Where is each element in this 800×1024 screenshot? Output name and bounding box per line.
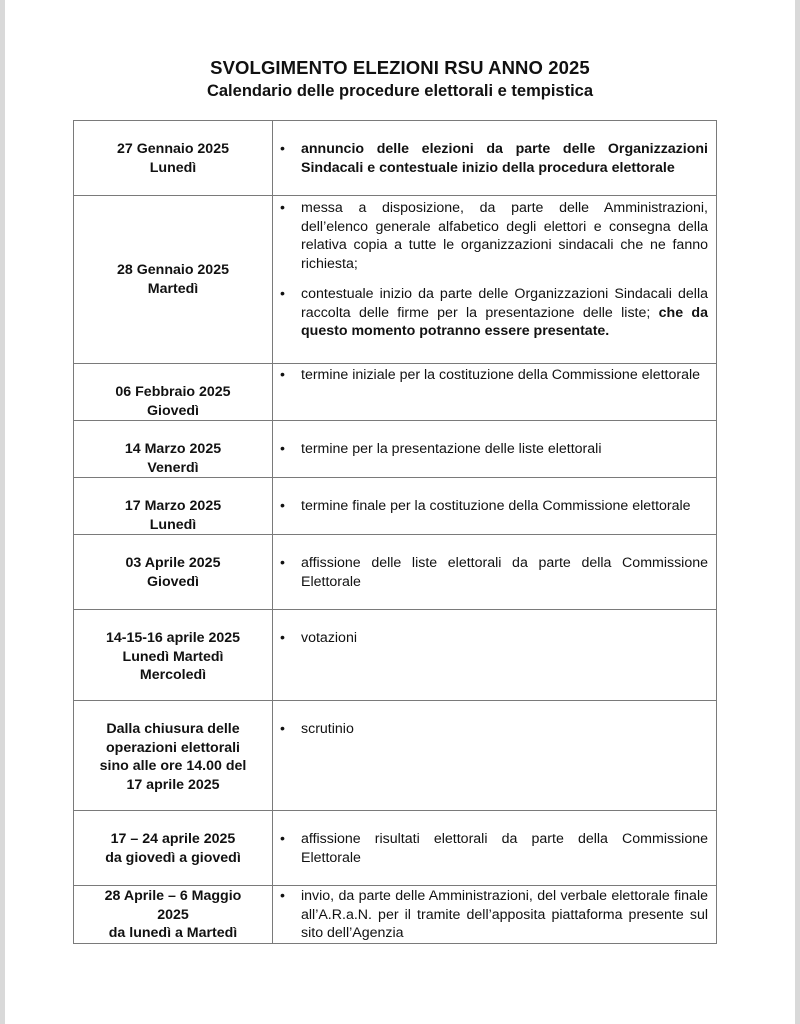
table-row: [74, 121, 717, 196]
weekday-line: da lunedì a Martedì: [108, 925, 238, 941]
description-cell: [273, 364, 717, 421]
date-line: 17 Marzo 2025: [124, 498, 222, 514]
date-line: 06 Febbraio 2025: [115, 384, 231, 400]
date-line: 28 Aprile – 6 Maggio: [104, 888, 242, 904]
date-line: 27 Gennaio 2025: [117, 141, 229, 157]
description-list: [279, 887, 708, 943]
table-row: [74, 701, 717, 811]
election-calendar-table: [73, 120, 717, 944]
description-cell: [273, 701, 717, 811]
date-line: 14-15-16 aprile 2025: [105, 630, 241, 646]
list-item: • annuncio delle elezioni da parte delle Organizzazioni Sindacali e contestuale inizio della procedura elettorale: [280, 141, 708, 176]
description-list: [279, 366, 708, 385]
list-item: • contestuale inizio da parte delle Organizzazioni Sindacali della raccolta delle firme per la presentazione delle liste; che da questo momento potranno essere presentate.: [280, 286, 708, 339]
table-row: [74, 196, 717, 364]
list-item: • termine per la presentazione delle liste elettorali: [280, 441, 602, 457]
description-list: [279, 629, 708, 648]
bullet-icon: •: [280, 721, 285, 737]
date-cell: [74, 196, 273, 364]
date-cell: [74, 421, 273, 478]
document-title: SVOLGIMENTO ELEZIONI RSU ANNO 2025: [210, 57, 590, 78]
description-cell: [273, 610, 717, 701]
description-list: [279, 140, 708, 177]
bullet-icon: •: [280, 498, 285, 514]
date-cell: [74, 121, 273, 196]
date-cell: [74, 610, 273, 701]
date-line: 28 Gennaio 2025: [117, 262, 229, 278]
date-line: Dalla chiusura delle: [106, 721, 240, 737]
date-line: 17 – 24 aprile 2025: [110, 831, 236, 847]
date-line: sino alle ore 14.00 del: [99, 758, 247, 774]
document-page: [5, 0, 795, 1024]
description-cell: [273, 121, 717, 196]
bullet-icon: •: [280, 888, 285, 904]
description-cell: [273, 886, 717, 944]
bullet-icon: •: [280, 831, 285, 847]
description-list: [279, 830, 708, 867]
bullet-icon: •: [280, 630, 285, 646]
weekday-line: Lunedì Martedì: [122, 648, 224, 665]
weekday-line: Giovedì: [146, 573, 200, 590]
weekday-line: Lunedì: [149, 516, 197, 533]
date-line: 14 Marzo 2025: [124, 441, 222, 457]
date-line: 17 aprile 2025: [126, 776, 220, 793]
bullet-icon: •: [280, 286, 285, 302]
date-cell: [74, 811, 273, 886]
description-list: [279, 554, 708, 591]
bullet-icon: •: [280, 141, 285, 157]
date-cell: [74, 364, 273, 421]
table-row: [74, 478, 717, 535]
table-row: [74, 610, 717, 701]
list-spacer: [301, 273, 708, 285]
bullet-icon: •: [280, 200, 285, 216]
list-item: • termine iniziale per la costituzione della Commissione elettorale: [280, 367, 701, 383]
description-list: [279, 199, 708, 341]
description-list: [279, 720, 708, 739]
document-subtitle: Calendario delle procedure elettorali e tempistica: [206, 82, 594, 100]
weekday-line: Giovedì: [146, 402, 200, 419]
weekday-line: Mercoledì: [139, 667, 207, 683]
description-list: [279, 497, 708, 516]
date-cell: [74, 701, 273, 811]
table-row: [74, 886, 717, 944]
bullet-icon: •: [280, 441, 285, 457]
table-row: [74, 535, 717, 610]
date-line: 2025: [157, 906, 189, 923]
weekday-line: da giovedì a giovedì: [105, 849, 241, 866]
table-row: [74, 421, 717, 478]
list-item: • messa a disposizione, da parte delle Amministrazioni, dell’elenco generale alfabetico degli elettori e consegna della relativa copia a tutte le organizzazioni sindacali che ne fanno richiesta;: [280, 200, 708, 272]
description-cell: [273, 478, 717, 535]
weekday-line: Lunedì: [149, 159, 197, 176]
list-item: • affissione delle liste elettorali da parte della Commissione Elettorale: [280, 555, 708, 590]
date-cell: [74, 478, 273, 535]
date-line: 03 Aprile 2025: [125, 555, 221, 571]
emphasis-text: che da questo momento potranno essere presentate.: [301, 304, 708, 339]
description-cell: [273, 535, 717, 610]
list-item: • termine finale per la costituzione della Commissione elettorale: [280, 498, 691, 514]
date-line: operazioni elettorali: [105, 739, 241, 756]
bullet-icon: •: [280, 555, 285, 571]
weekday-line: Venerdì: [147, 459, 199, 476]
list-item: • votazioni: [280, 630, 357, 646]
list-item: • affissione risultati elettorali da parte della Commissione Elettorale: [280, 831, 708, 866]
weekday-line: Martedì: [147, 280, 199, 297]
date-cell: [74, 886, 273, 944]
list-item: • invio, da parte delle Amministrazioni, del verbale elettorale finale all’A.R.a.N. per il tramite dell’apposita piattaforma presente sul sito dell’Agenzia: [280, 888, 708, 941]
description-cell: [273, 421, 717, 478]
description-cell: [273, 811, 717, 886]
table-row: [74, 364, 717, 421]
table-row: [74, 811, 717, 886]
description-cell: [273, 196, 717, 364]
date-cell: [74, 535, 273, 610]
description-list: [279, 440, 708, 459]
bullet-icon: •: [280, 367, 285, 383]
list-item: • scrutinio: [280, 721, 354, 737]
